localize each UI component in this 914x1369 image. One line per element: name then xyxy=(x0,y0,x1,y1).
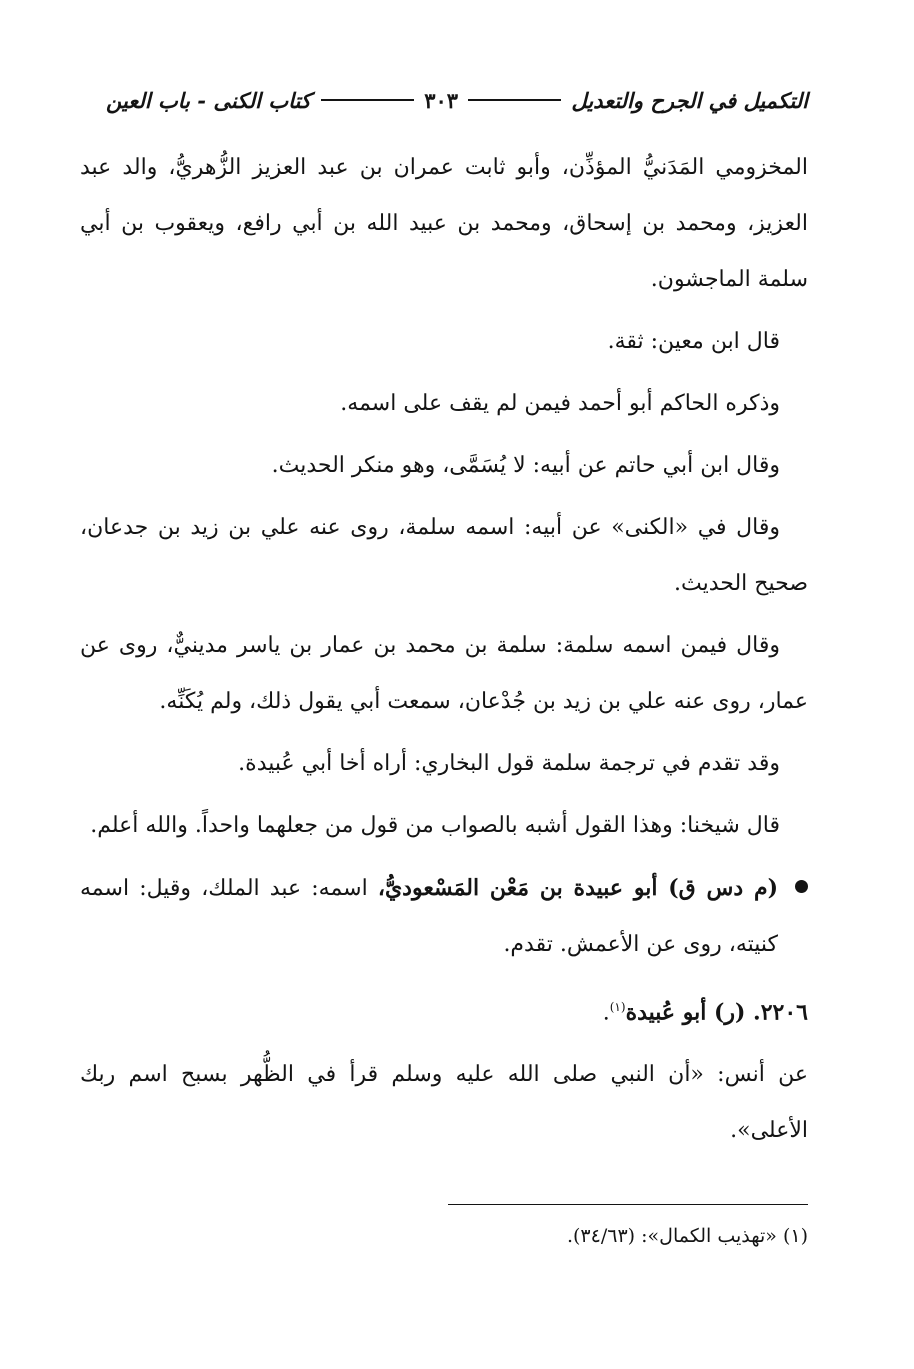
footnote-divider xyxy=(448,1204,808,1205)
paragraph: وقد تقدم في ترجمة سلمة قول البخاري: أراه أخا أبي عُبيدة. xyxy=(238,751,780,776)
book-title: التكميل في الجرح والتعديل xyxy=(571,87,808,113)
entry-text: اسمه: عبد الملك، وقيل: اسمه كنيته، روى عن الأعمش. تقدم. xyxy=(80,876,778,957)
entry-bulleted xyxy=(80,860,808,973)
paragraph: وقال ابن أبي حاتم عن أبيه: لا يُسَمَّى، وهو منكر الحديث. xyxy=(271,453,780,478)
footnote-ref: (١) xyxy=(609,1000,626,1014)
entry-heading: (م دس ق) أبو عبيدة بن مَعْن المَسْعوديُّ، xyxy=(377,875,779,901)
header-dash xyxy=(321,99,414,101)
paragraph: وذكره الحاكم أبو أحمد فيمن لم يقف على اسمه. xyxy=(340,391,780,416)
paragraph: وقال في «الكنى» عن أبيه: اسمه سلمة، روى عنه علي بن زيد بن جدعان، صحيح الحديث. xyxy=(80,515,808,596)
page-number: ٣٠٣ xyxy=(424,87,459,113)
section-title: كتاب الكنى - باب العين xyxy=(105,87,311,113)
paragraph: عن أنس: «أن النبي صلى الله عليه وسلم قرأ في الظُّهر بسبح اسم ربك الأعلى». xyxy=(80,1062,808,1144)
paragraph: قال ابن معين: ثقة. xyxy=(607,329,780,354)
entry-end: . xyxy=(602,1000,610,1026)
header-dash xyxy=(468,99,561,101)
paragraph: المخزومي المَدَنيُّ المؤذِّن، وأبو ثابت عمران بن عبد العزيز الزُّهريُّ، والد عبد العزيز، ومحمد بن إسحاق، ومحمد بن عبيد الله بن أبي رافع، ويعقوب بن أبي سلمة الماجشون. xyxy=(80,155,808,292)
main-text xyxy=(80,140,808,1159)
entry-numbered xyxy=(80,979,808,1041)
paragraph: قال شيخنا: وهذا القول أشبه بالصواب من قول من جعلهما واحداً. والله أعلم. xyxy=(90,813,780,838)
footnote: (١) «تهذيب الكمال»: (٣٤/٦٣). xyxy=(566,1225,808,1247)
entry-heading: ٢٢٠٦. (ر) أبو عُبيدة xyxy=(625,999,808,1026)
paragraph: وقال فيمن اسمه سلمة: سلمة بن محمد بن عمار بن ياسر مدينيٌّ، روى عن عمار، روى عنه علي بن زيد بن جُدْعان، سمعت أبي يقول ذلك، ولم يُكَنِّه. xyxy=(80,633,808,714)
running-header xyxy=(106,80,808,120)
bullet-icon xyxy=(795,880,808,893)
